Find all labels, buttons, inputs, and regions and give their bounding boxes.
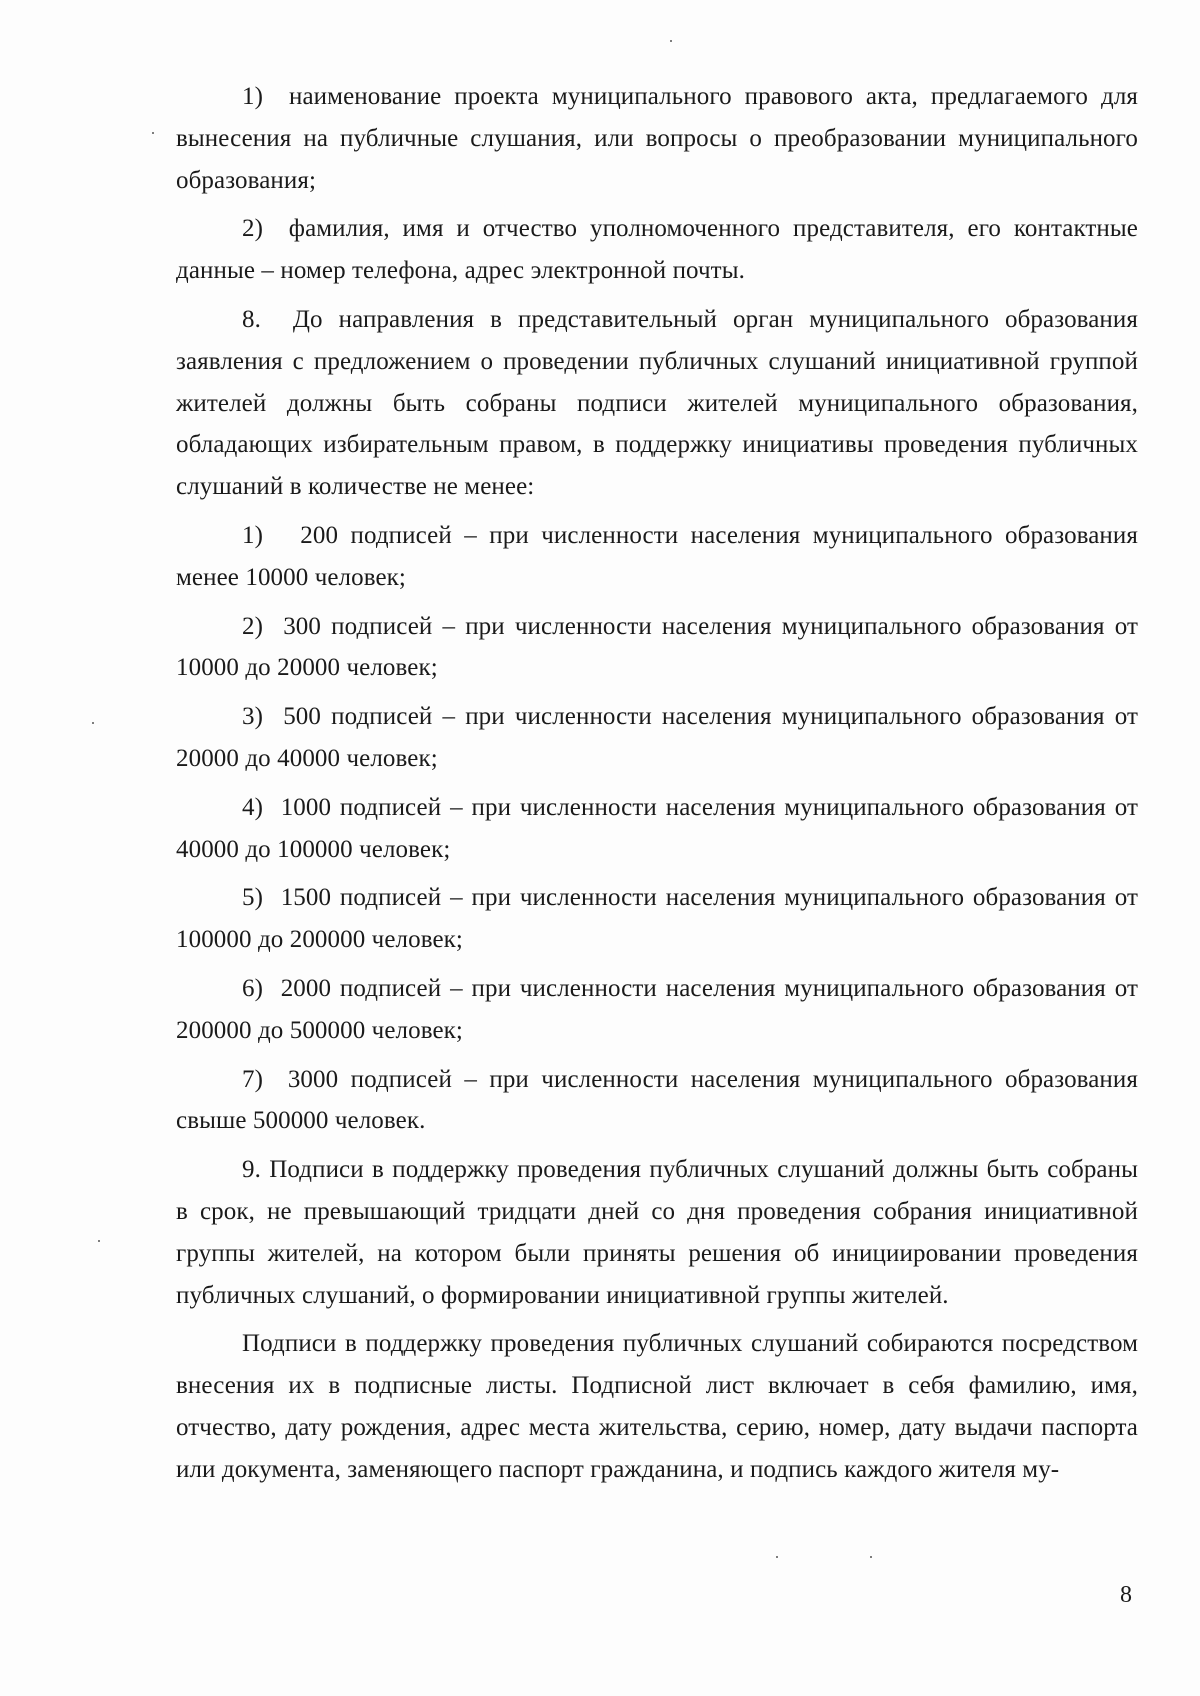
paragraph-section-9: 9. Подписи в поддержку проведения публичных слушаний должны быть собраны в срок, не превышающий тридцати дней со дня проведения собрания инициативной группы жителей, на котором были приняты решения об инициировании проведения публичных слушаний, о формировании инициативной группы жителей. bbox=[176, 1156, 1138, 1309]
scan-speck bbox=[870, 1556, 872, 1558]
page-number: 8 bbox=[1120, 1582, 1132, 1608]
scan-speck bbox=[98, 1240, 100, 1242]
document-body bbox=[176, 76, 1138, 1491]
list-item-signatures-6: 6) 2000 подписей – при численности населения муниципального образования от 200000 до 500000 человек; bbox=[176, 974, 1138, 1044]
scan-speck bbox=[92, 722, 94, 724]
paragraph-signature-sheets: Подписи в поддержку проведения публичных слушаний собираются посредством внесения их в подписные листы. Подписной лист включает в себя фамилию, имя, отчество, дату рождения, адрес места жительства, серию, номер, дату выдачи паспорта или документа, заменяющего паспорт гражданина, и подпись каждого жителя му- bbox=[176, 1330, 1138, 1483]
list-item-signatures-7: 7) 3000 подписей – при численности населения муниципального образования свыше 500000 человек. bbox=[176, 1065, 1138, 1135]
list-item-signatures-5: 5) 1500 подписей – при численности населения муниципального образования от 100000 до 200000 человек; bbox=[176, 884, 1138, 954]
scan-speck bbox=[776, 1556, 778, 1558]
scan-speck bbox=[152, 132, 154, 134]
scan-speck bbox=[670, 40, 672, 42]
paragraph-section-8: 8. До направления в представительный орган муниципального образования заявления с предложением о проведении публичных слушаний инициативной группой жителей должны быть собраны подписи жителей муниципального образования, обладающих избирательным правом, в поддержку инициативы проведения публичных слушаний в количестве не менее: bbox=[176, 305, 1138, 501]
paragraph-item-2-representative: 2) фамилия, имя и отчество уполномоченного представителя, его контактные данные – номер телефона, адрес электронной почты. bbox=[176, 215, 1138, 285]
list-item-signatures-2: 2) 300 подписей – при численности населения муниципального образования от 10000 до 20000 человек; bbox=[176, 612, 1138, 682]
list-item-signatures-1: 1) 200 подписей – при численности населения муниципального образования менее 10000 человек; bbox=[176, 521, 1138, 591]
list-item-signatures-4: 4) 1000 подписей – при численности населения муниципального образования от 40000 до 100000 человек; bbox=[176, 793, 1138, 863]
list-item-signatures-3: 3) 500 подписей – при численности населения муниципального образования от 20000 до 40000 человек; bbox=[176, 703, 1138, 772]
paragraph-item-1-project-name: 1) наименование проекта муниципального правового акта, предлагаемого для вынесения на публичные слушания, или вопросы о преобразовании муниципального образования; bbox=[176, 83, 1138, 194]
